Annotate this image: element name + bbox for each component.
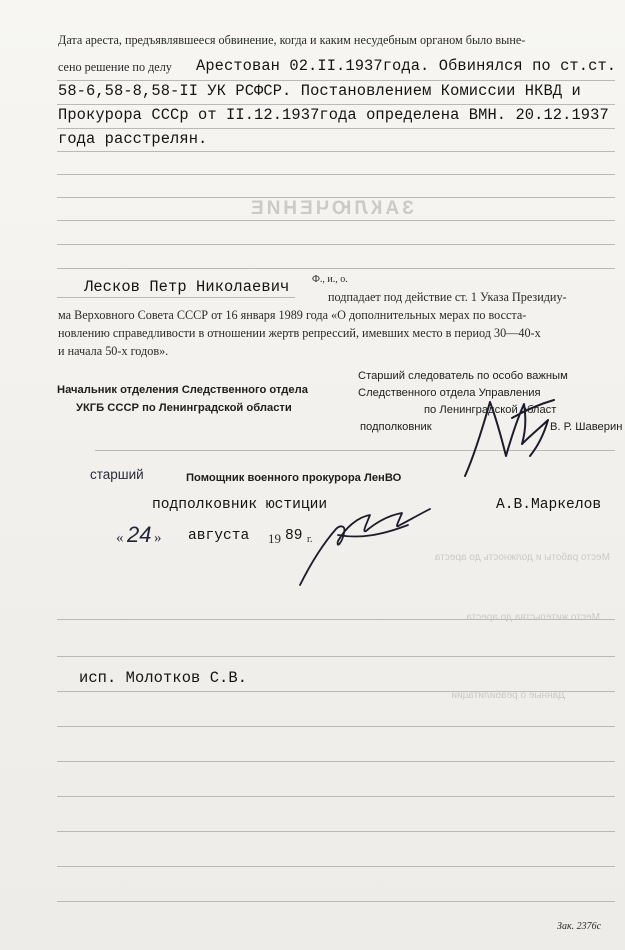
clause-line-4: и начала 50-х годов».: [58, 344, 169, 358]
right-stamp-name: В. Р. Шаверин: [550, 421, 623, 433]
prosecutor-title: Помощник военного прокурора ЛенВО: [186, 472, 402, 484]
typed-line-1: Арестован 02.II.1937года. Обвинялся по ст.ст.: [196, 57, 617, 75]
bleed-item-2: Место жительства до ареста: [466, 612, 600, 623]
date-close-quote: »: [154, 530, 162, 546]
date-year-prefix: 19: [268, 531, 281, 546]
left-stamp-line-2: УКГБ СССР по Ленинградской области: [76, 402, 292, 414]
intro-line-2: сено решение по делу: [58, 60, 172, 74]
right-stamp-line-4: подполковник: [360, 421, 432, 433]
bleed-item-1: Место работы и должность до ареста: [434, 552, 610, 563]
left-stamp-line-1: Начальник отделения Следственного отдела: [57, 384, 308, 396]
investigator-signature: [456, 360, 566, 490]
clause-line-2: ма Верховного Совета СССР от 16 января 1989 года «О дополнительных мерах по восста-: [58, 308, 527, 322]
typed-line-2: 58-6,58-8,58-II УК РСФСР. Постановлением Комиссии НКВД и: [58, 82, 581, 100]
executor-line: исп. Молотков С.В.: [79, 669, 248, 687]
prosecutor-signature: [290, 495, 440, 595]
right-stamp-line-3: по Ленинградской област: [424, 404, 557, 416]
bleed-title: ЗАКЛЮЧЕНИЕ: [248, 198, 414, 219]
date-year-suffix: 89: [285, 528, 303, 544]
typed-line-4: года расстрелян.: [58, 130, 208, 148]
right-stamp-line-1: Старший следователь по особо важным: [358, 370, 568, 382]
prosecutor-rank: подполковник юстиции: [152, 497, 328, 513]
clause-line-3: новлению справедливости в отношении жертв репрессий, имевших место в период 30—40-х: [58, 326, 541, 340]
typed-line-3: Прокурора СССр от II.12.1937года определена ВМН. 20.12.1937: [58, 106, 609, 124]
date-open-quote: «: [116, 530, 124, 546]
footer-order: Зак. 2376с: [557, 921, 602, 932]
right-stamp-line-2: Следственного отдела Управления: [358, 387, 541, 399]
date-day: 24: [127, 522, 152, 547]
handwritten-rank: старший: [90, 467, 144, 482]
fio-label: Ф., и., о.: [312, 274, 348, 285]
bleed-item-3: Данные о реабилитации: [451, 690, 565, 701]
fio-value: Лесков Петр Николаевич: [84, 278, 290, 296]
date-year-mark: г.: [307, 534, 313, 545]
intro-line-1: Дата ареста, предъявлявшееся обвинение, когда и каким несудебным органом было выне-: [58, 33, 526, 47]
date-month: августа: [188, 528, 250, 544]
prosecutor-name: А.В.Маркелов: [496, 497, 602, 513]
clause-line-1: подпадает под действие ст. 1 Указа Президиу-: [328, 290, 567, 304]
